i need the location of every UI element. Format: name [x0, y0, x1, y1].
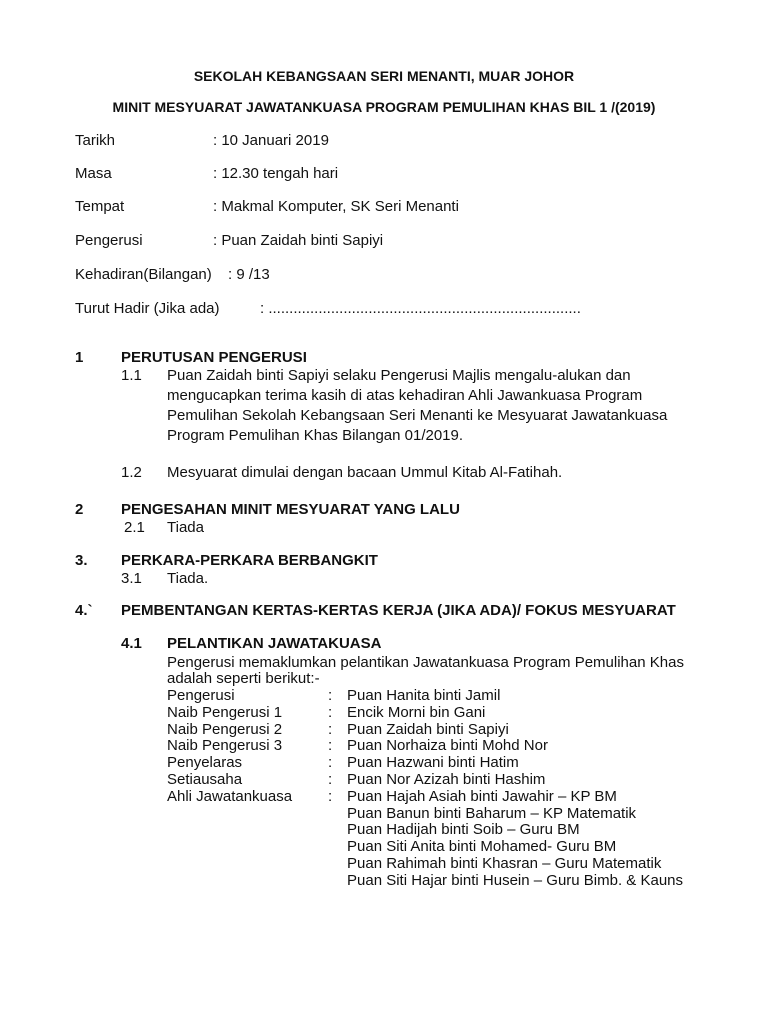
committee-member-name: Puan Hajah Asiah binti Jawahir – KP BM [347, 788, 617, 805]
committee-separator: : [328, 721, 333, 738]
committee-separator: : [328, 704, 333, 721]
meta-label-pengerusi: Pengerusi [75, 232, 143, 249]
meta-value-kehadiran: : 9 /13 [228, 266, 270, 283]
committee-member-name: Puan Norhaiza binti Mohd Nor [347, 737, 548, 754]
committee-separator: : [328, 687, 333, 704]
item-1-1-line-3: Pemulihan Sekolah Kebangsaan Seri Menanti ke Mesyuarat Jawatankuasa [167, 407, 668, 424]
section-2-heading: PENGESAHAN MINIT MESYUARAT YANG LALU [121, 501, 460, 518]
meta-label-masa: Masa [75, 165, 112, 182]
school-name: SEKOLAH KEBANGSAAN SERI MENANTI, MUAR JOHOR [193, 68, 575, 84]
section-3-number: 3. [75, 552, 88, 569]
item-1-1-line-1: Puan Zaidah binti Sapiyi selaku Pengerusi Majlis mengalu-alukan dan [167, 367, 631, 384]
committee-role: Pengerusi [167, 687, 235, 704]
meta-value-tarikh: : 10 Januari 2019 [213, 132, 329, 149]
item-1-2-text: Mesyuarat dimulai dengan bacaan Ummul Kitab Al-Fatihah. [167, 464, 563, 481]
item-1-2-number: 1.2 [121, 464, 142, 481]
committee-separator: : [328, 737, 333, 754]
item-4-1-intro-line-2: adalah seperti berikut:- [167, 670, 320, 687]
committee-member-name: Puan Nor Azizah binti Hashim [347, 771, 546, 788]
item-4-1-intro-line-1: Pengerusi memaklumkan pelantikan Jawatankuasa Program Pemulihan Khas [167, 654, 684, 671]
document-title: MINIT MESYUARAT JAWATANKUASA PROGRAM PEMULIHAN KHAS BIL 1 /(2019) [112, 99, 656, 115]
committee-member-name: Puan Banun binti Baharum – KP Matematik [347, 805, 637, 822]
meta-value-pengerusi: : Puan Zaidah binti Sapiyi [213, 232, 384, 249]
committee-separator: : [328, 788, 333, 805]
item-1-1-line-4: Program Pemulihan Khas Bilangan 01/2019. [167, 427, 464, 444]
committee-role: Setiausaha [167, 771, 243, 788]
section-3-heading: PERKARA-PERKARA BERBANGKIT [121, 552, 378, 569]
item-2-1-text: Tiada [167, 519, 204, 536]
section-1-heading: PERUTUSAN PENGERUSI [121, 349, 307, 366]
committee-member-name: Puan Hanita binti Jamil [347, 687, 501, 704]
committee-member-name: Puan Siti Anita binti Mohamed- Guru BM [347, 838, 617, 855]
committee-role: Naib Pengerusi 1 [167, 704, 283, 721]
committee-role: Naib Pengerusi 3 [167, 737, 283, 754]
section-4-number: 4.` [75, 602, 93, 619]
item-3-1-number: 3.1 [121, 570, 142, 587]
meta-label-tempat: Tempat [75, 198, 125, 215]
meta-label-turut-hadir: Turut Hadir (Jika ada) [75, 300, 220, 317]
item-1-1-number: 1.1 [121, 367, 142, 384]
committee-member-name: Puan Rahimah binti Khasran – Guru Matematik [347, 855, 662, 872]
committee-member-name: Puan Hadijah binti Soib – Guru BM [347, 821, 580, 838]
committee-member-name: Puan Zaidah binti Sapiyi [347, 721, 509, 738]
committee-member-name: Puan Hazwani binti Hatim [347, 754, 519, 771]
meta-label-kehadiran: Kehadiran(Bilangan) [75, 266, 212, 283]
item-4-1-number: 4.1 [121, 635, 142, 652]
item-3-1-text: Tiada. [167, 570, 209, 587]
committee-member-name: Puan Siti Hajar binti Husein – Guru Bimb. & Kauns [347, 872, 683, 889]
committee-separator: : [328, 771, 333, 788]
committee-separator: : [328, 754, 333, 771]
meta-value-masa: : 12.30 tengah hari [213, 165, 339, 182]
committee-role: Naib Pengerusi 2 [167, 721, 283, 738]
section-4-heading: PEMBENTANGAN KERTAS-KERTAS KERJA (JIKA ADA)/ FOKUS MESYUARAT [121, 602, 676, 619]
committee-role: Ahli Jawatankuasa [167, 788, 293, 805]
section-2-number: 2 [75, 501, 84, 518]
item-2-1-number: 2.1 [124, 519, 145, 536]
item-1-1-line-2: mengucapkan terima kasih di atas kehadiran Ahli Jawankuasa Program [167, 387, 643, 404]
meta-value-turut-hadir: : ........................................................................... [260, 300, 581, 317]
committee-member-name: Encik Morni bin Gani [347, 704, 486, 721]
section-1-number: 1 [75, 349, 84, 366]
committee-role: Penyelaras [167, 754, 243, 771]
meta-label-tarikh: Tarikh [75, 132, 116, 149]
meta-value-tempat: : Makmal Komputer, SK Seri Menanti [213, 198, 459, 215]
item-4-1-heading: PELANTIKAN JAWATAKUASA [167, 635, 382, 652]
